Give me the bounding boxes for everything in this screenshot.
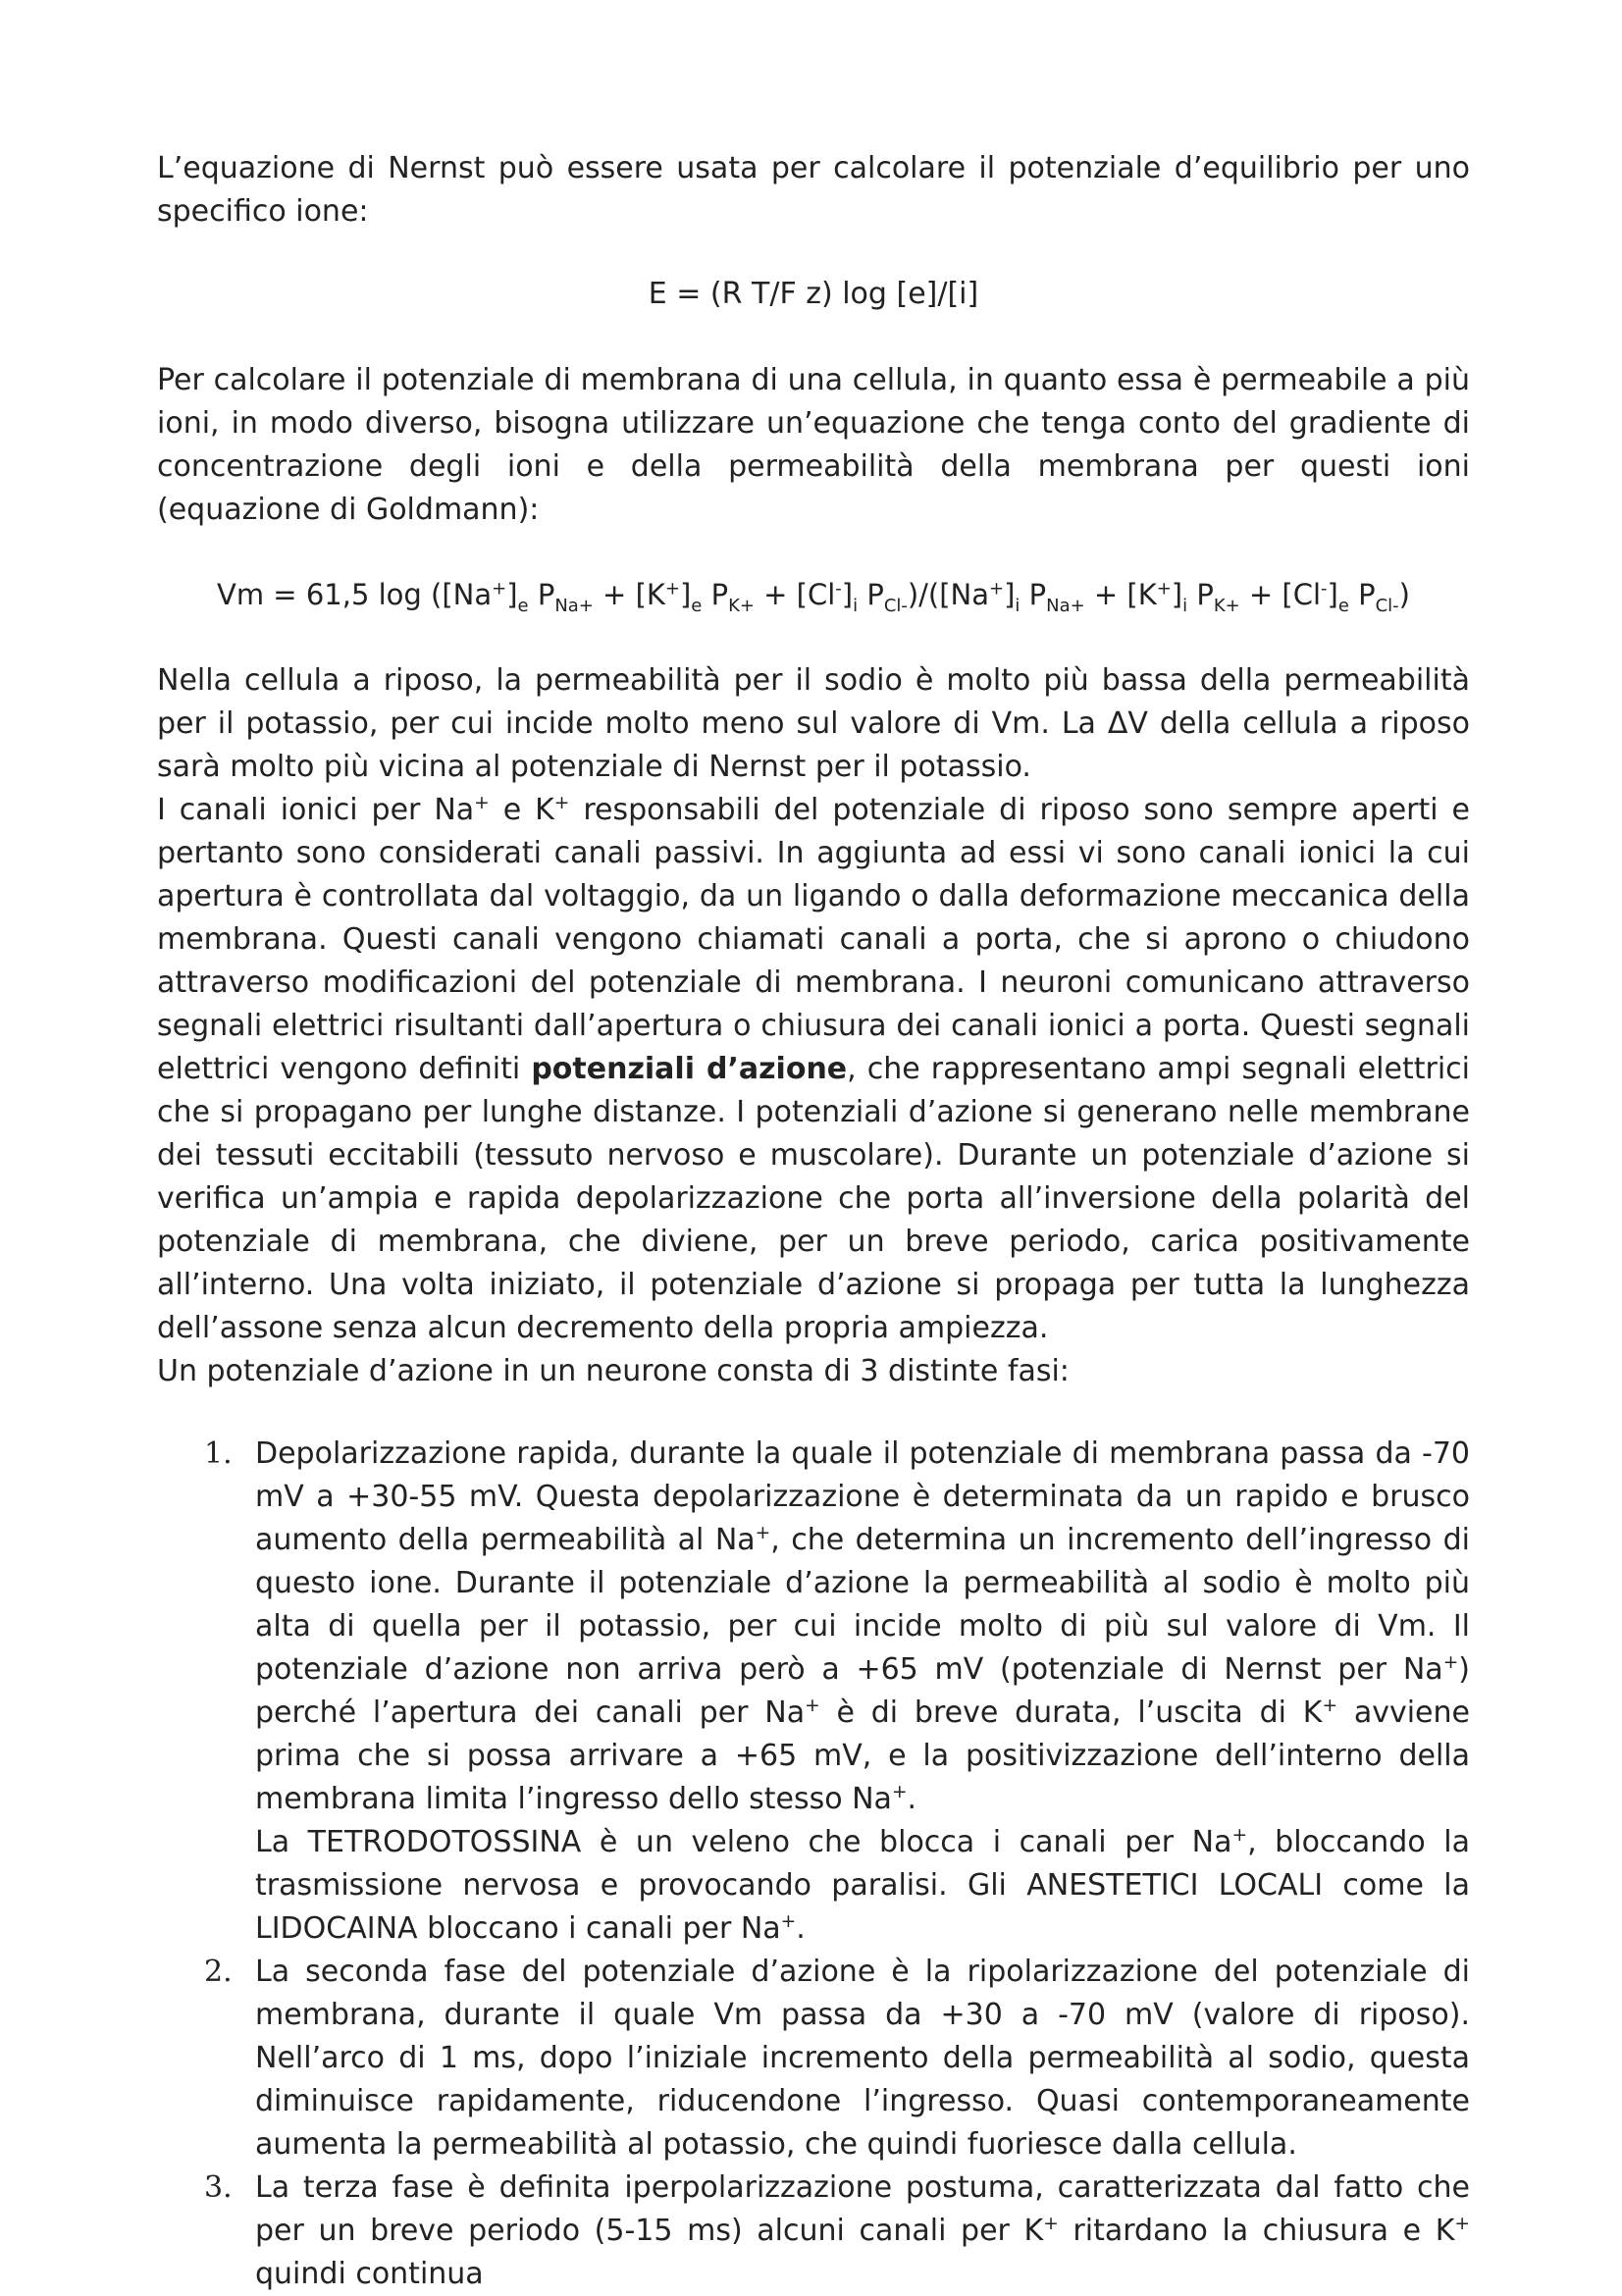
phases-intro: Un potenziale d’azione in un neurone consta di 3 distinte fasi: [157,1354,1070,1388]
action-potential-term: potenziali d’azione [531,1052,848,1086]
list-item: 3. La terza fase è definita iperpolarizzazione postuma, caratterizzata dal fatto che per un breve periodo (5-15 ms) alcuni canali per K+ ritardano la chiusura e K+ quindi continua [157,2166,1470,2296]
resting-cell-paragraph: Nella cellula a riposo, la permeabilità per il sodio è molto più bassa della permeabilità per il potassio, per cui incide molto meno sul valore di Vm. La ΔV della cellula a riposo sarà molto più vicina al potenziale di Nernst per il potassio. [157,663,1470,784]
document-page [157,147,1470,2296]
list-number: 1. [204,1436,233,1471]
list-number: 2. [204,1955,233,1989]
goldmann-intro-paragraph: Per calcolare il potenziale di membrana di una cellula, in quanto essa è permeabile a più ioni, in modo diverso, bisogna utilizzare un’equazione che tenga conto del gradiente di concentrazione degli ioni e della permeabilità della membrana per questi ioni (equazione di Goldmann): [157,363,1470,527]
ion-channels-paragraph: I canali ionici per Na+ e K+ responsabili del potenziale di riposo sono sempre aperti e pertanto sono considerati canali passivi. In aggiunta ad essi vi sono canali ionici la cui apertura è controllata dal voltaggio, da un ligando o dalla deformazione meccanica della membrana. Questi canali vengono chiamati canali a porta, che si aprono o chiudono attraverso modificazioni del potenziale di membrana. I neuroni comunicano attraverso segnali elettrici risultanti dall’apertura o chiusura dei canali ionici a porta. Questi segnali elettrici vengono definiti potenziali d’azione, che rappresentano ampi segnali elettrici che si propagano per lunghe distanze. I potenziali d’azione si generano nelle membrane dei tessuti eccitabili (tessuto nervoso e muscolare). Durante un potenziale d’azione si verifica un’ampia e rapida depolarizzazione che porta all’inversione della polarità del potenziale di membrana, che diviene, per un breve periodo, carica positivamente all’interno. Una volta iniziato, il potenziale d’azione si propaga per tutta la lunghezza dell’assone senza alcun decremento della propria ampiezza. [157,793,1471,1345]
list-number: 3. [204,2170,233,2205]
goldmann-equation: Vm = 61,5 $\log ([Na^+]_e$ $P_{Na+} + [K^+]_e$ $P_{K+} + [Cl^-]_i$ $P_{Cl-})/([Na^+]_i$ $P_{Na+} + [K^+]_i$ $P_{K+} + [Cl^-]_e$ $P_{Cl-}$) [217,578,1410,616]
nernst-equation: E = (R T/F z) log [e]/[i] [648,277,979,311]
nernst-intro-paragraph: L’equazione di Nernst può essere usata per calcolare il potenziale d’equilibrio per uno specifico ione: [157,151,1470,229]
list-item: 2. La seconda fase del potenziale d’azione è la ripolarizzazione del potenziale di membrana, durante il quale Vm passa da +30 a -70 mV (valore di riposo). Nell’arco di 1 ms, dopo l’iniziale incremento della permeabilità al sodio, questa diminuisce rapidamente, riducendone l’ingresso. Quasi contemporaneamente aumenta la permeabilità al potassio, che quindi fuoriesce dalla cellula. [157,1951,1470,2166]
list-item: 1. Depolarizzazione rapida, durante la quale il potenziale di membrana passa da -70 mV a +30-55 mV. Questa depolarizzazione è determinata da un rapido e brusco aumento della permeabilità al Na+, che determina un incremento dell’ingresso di questo ione. Durante il potenziale d’azione la permeabilità al sodio è molto più alta di quella per il potassio, per cui incide molto di più sul valore di Vm. Il potenziale d’azione non arriva però a +65 mV (potenziale di Nernst per Na+) perché l’apertura dei canali per Na+ è di breve durata, l’uscita di K+ avviene prima che si possa arrivare a +65 mV, e la positivizzazione dell’interno della membrana limita l’ingresso dello stesso Na+. La TETRODOTOSSINA è un veleno che blocca i canali per Na+, bloccando la trasmissione nervosa e provocando paralisi. Gli ANESTETICI LOCALI come la LIDOCAINA bloccano i canali per Na+. [157,1433,1470,1951]
phases-list [157,1433,1470,2296]
